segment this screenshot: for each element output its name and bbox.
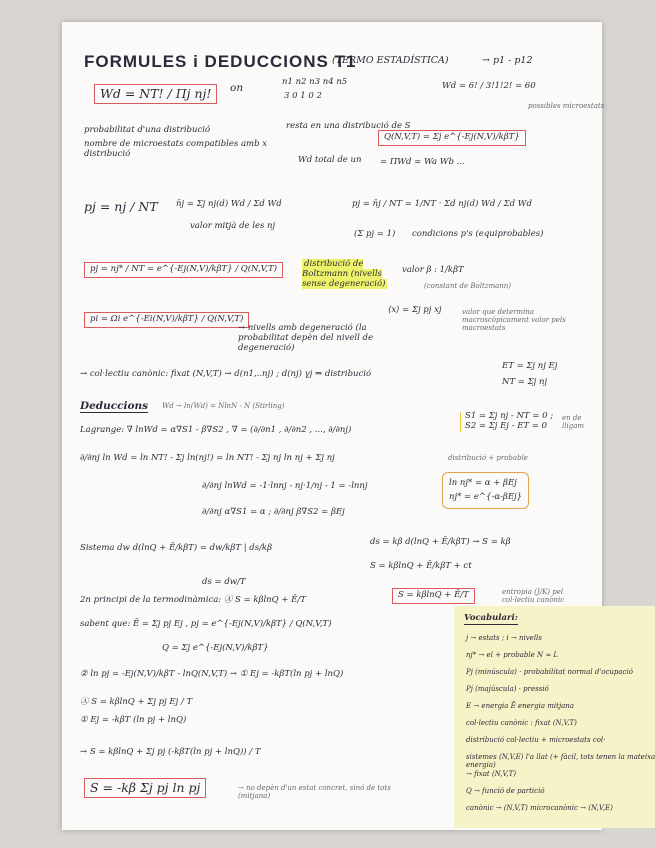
ds-1: ds = kβ d(lnQ + Ē/kβT) → S = kβ: [370, 537, 511, 547]
vocabulary-item: j → estats ; i → nivells: [466, 634, 542, 642]
b-energy: ① Ej = -kβT (ln pj + lnQ): [80, 715, 187, 725]
result-box: [442, 472, 529, 509]
page-title: FORMULES i DEDUCCIONS T1: [84, 52, 357, 71]
formula-pj: pj = nj / NT: [84, 199, 158, 214]
vocabulary-item: col·lectiu canònic : fixat (N,V,T): [466, 719, 577, 727]
vocabulary-item: distribució col·lectiu + microestats col·: [466, 736, 606, 744]
total-number: NT = Σj nj: [502, 377, 548, 387]
note-microstates: nombre de microestats compatibles amb x distribució: [84, 139, 268, 159]
knowing-that: sabent que: Ē = Σj pj Ej , pj = e^{-Ej(N,V)/kβT} / Q(N,V,T): [80, 619, 332, 629]
formula-pj-mean: pj = n̄j / NT = 1/NT · Σd nj(d) Wd / Σd Wd: [352, 199, 532, 209]
page-subject: (TERMO ESTADÍSTICA): [332, 55, 449, 66]
lagrange: Lagrange: ∇ lnWd = α∇S1 - β∇S2 , ∇ = (∂/∂n1 , ∂/∂n2 , ..., ∂/∂nj): [80, 425, 352, 435]
note-sum: (Σ pj = 1): [354, 229, 396, 239]
ln-pj: ② ln pj = -Ej(N,V)/kβT - lnQ(N,V,T) → ① Ej = -kβT(ln pj + lnQ): [80, 669, 344, 679]
result-note: distribució + probable: [448, 454, 528, 462]
notebook-page: [62, 22, 655, 830]
deductions-note: Wd → ln(Wd) = NlnN - N (Stirling): [162, 402, 285, 410]
vocabulary-item: nj* → el + probable N ≈ L: [466, 651, 559, 659]
vocabulary-item: Pj (majúscula) · pressió: [466, 685, 549, 693]
levels-row: n1 n2 n3 n4 n5: [282, 77, 348, 87]
vocabulary-note: [454, 606, 655, 828]
derivative-3: ∂/∂nj α∇S1 = α ; ∂/∂nj β∇S2 = βEj: [202, 507, 345, 517]
formula-degeneracy: pi = Ωi e^{-Ei(N,V)/kβT} / Q(N,V,T): [84, 312, 249, 328]
ln-nj-star: ln nj* = α + βEj: [449, 478, 517, 488]
q-sum: Q = Σj e^{-Ej(N,V)/kβT}: [162, 643, 269, 653]
vocabulary-item: → fixat (N,V,T): [466, 770, 517, 778]
note-total: Wd total de un: [298, 155, 362, 165]
vocabulary-item: sistemes (N,V,E) l'a llat (+ fàcil, tots tenen la mateixa energia): [466, 753, 655, 770]
formula-mean-nj: n̄j = Σj nj(d) Wd / Σd Wd: [176, 199, 282, 209]
note-degeneracy: → nivells amb degeneració (la probabilitat depèn del nivell de degeneració): [238, 323, 373, 353]
formula-boltzmann: pj = nj* / NT = e^{-Ej(N,V)/kβT} / Q(N,V,T): [84, 262, 283, 278]
constraints: S1 = Σj nj - NT = 0 ; S2 = Σj Ej - ET = 0: [460, 412, 561, 432]
note-mean-x: valor que determina macroscòpicament valor pels macroestats: [462, 308, 566, 333]
canonical-collective: → col·lectiu canònic: fixat (N,V,T) → d(n1,..nj) ; d(nj) γj ⇒ distribució: [80, 369, 372, 379]
entropy-final-note: → no depèn d'un estat concret, sinó de tots (mitjana): [238, 784, 391, 801]
partition-function: Q(N,V,T) = Σj e^{-Ej(N,V)/kβT}: [378, 130, 526, 146]
total-energy: ET = Σj nj Ej: [502, 361, 558, 371]
beta-value: valor β : 1/kβT: [402, 265, 464, 275]
example-note: possibles microestats: [528, 102, 605, 110]
ds-3: ds = dw/T: [202, 577, 246, 587]
vocabulary-item: E → energia Ē energia mitjana: [466, 702, 574, 710]
system-dw: Sistema dw d(lnQ + Ē/kβT) = dw/kβT | ds/kβ: [80, 543, 273, 553]
note-mean: valor mitjà de les nj: [190, 221, 276, 231]
vocabulary-title: Vocabulari:: [464, 613, 518, 623]
entropy-note: entropia (J/K) pel col·lectiu canònic: [502, 588, 565, 605]
product-w: = ΠWd = Wa Wb ...: [380, 157, 465, 167]
label-on: on: [230, 82, 244, 94]
deductions-header: Deduccions: [80, 400, 149, 412]
example-wd: Wd = 6! / 3!1!2! = 60: [442, 81, 536, 91]
vocabulary-item: Q → funció de partició: [466, 787, 545, 795]
derivative-1: ∂/∂nj ln Wd = ln NT! - Σj ln(nj!) = ln NT! - Σj nj ln nj + Σj nj: [80, 453, 335, 463]
constraints-note: en de lligam: [562, 414, 585, 431]
note-distribution: resta en una distribució de S: [286, 121, 411, 131]
note-conditions: condicions p's (equiprobables): [412, 229, 544, 239]
values-row: 3 0 1 0 2: [284, 91, 322, 101]
beta-note: (constant de Boltzmann): [424, 282, 512, 290]
second-principle: 2n principi de la termodinàmica: Ⓐ S = kβlnQ + Ē/T: [80, 595, 306, 605]
a-entropy: Ⓐ S = kβlnQ + Σj pj Ej / T: [80, 697, 193, 707]
ds-2: S = kβlnQ + Ē/kβT + ct: [370, 561, 472, 571]
vocabulary-item: canònic → (N,V,T) microcanònic → (N,V,E): [466, 804, 613, 812]
derivative-2: ∂/∂nj lnWd = -1·lnnj - nj·1/nj - 1 = -lnnj: [202, 481, 368, 491]
s-substituted: → S = kβlnQ + Σj pj (-kβT(ln pj + lnQ)) / T: [80, 747, 261, 757]
formula-wd: Wd = NT! / Πj nj!: [94, 84, 217, 104]
note-boltzmann: distribució de Boltzmann (nivells sense degeneració): [302, 259, 386, 289]
nj-star: nj* = e^{-α-βEj}: [449, 492, 523, 503]
page-parts: → p1 - p12: [482, 55, 533, 66]
entropy-final: S = -kβ Σj pj ln pj: [84, 778, 206, 798]
vocabulary-item: Pj (minúscula) · probabilitat normal d'ocupació: [466, 668, 633, 676]
formula-mean-x: ⟨x⟩ = Σj pj xj: [388, 305, 442, 315]
entropy-formula: S = kβlnQ + Ē/T: [392, 588, 475, 604]
note-probability: probabilitat d'una distribució: [84, 125, 211, 135]
